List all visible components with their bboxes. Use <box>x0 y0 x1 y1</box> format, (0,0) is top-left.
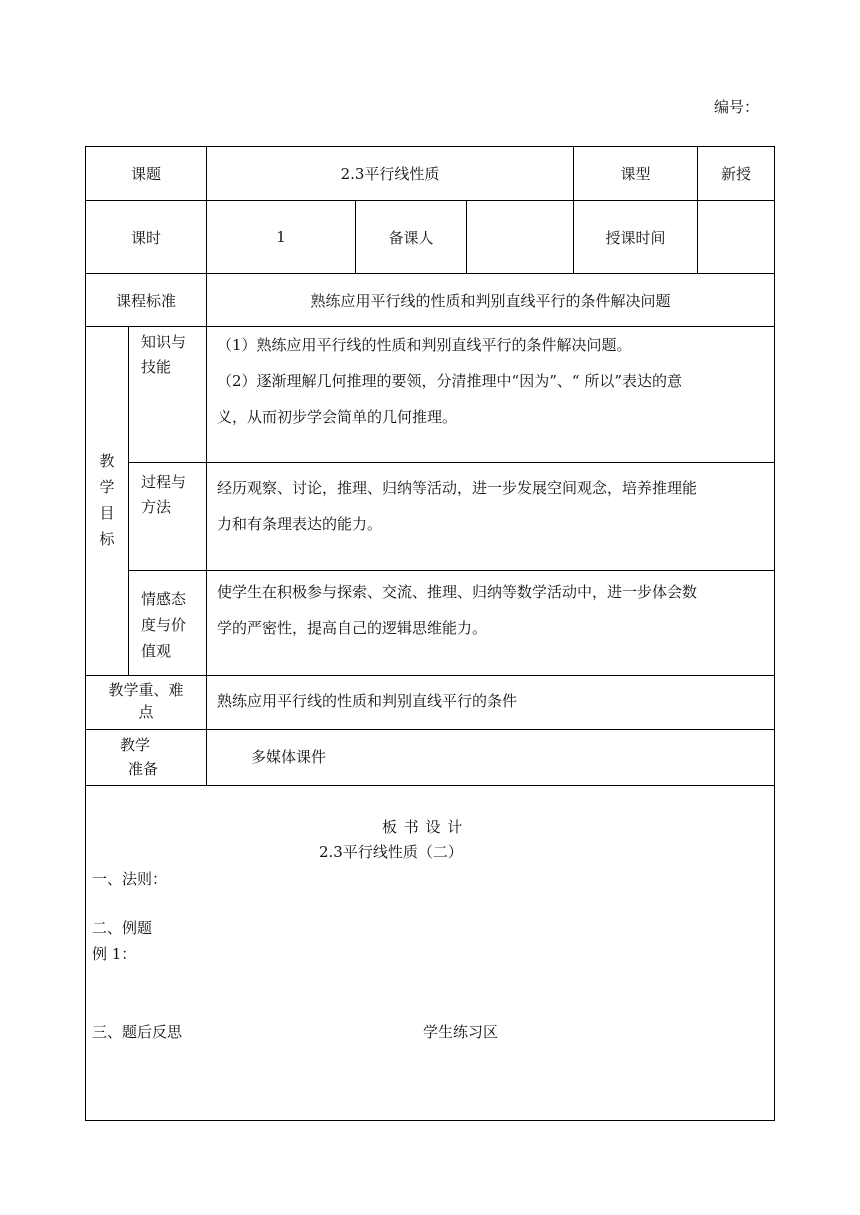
knowledge-skills-label: 知识与 技能 <box>141 333 187 376</box>
student-practice-area: 学生练习区 <box>423 1023 499 1041</box>
lesson-type-value: 新授 <box>720 165 751 183</box>
teaching-time-value <box>698 201 774 273</box>
key-difficult-points-value: 熟练应用平行线的性质和判别直线平行的条件 <box>217 692 518 710</box>
process-method-content: 经历观察、讨论，推理、归纳等活动，进一步发展空间观念，培养推理能 力和有条理表达的能力。 <box>217 479 698 533</box>
topic-value: 2.3平行线性质 <box>340 165 440 183</box>
lesson-type-label: 课型 <box>620 165 651 183</box>
knowledge-skills-content: （1）熟练应用平行线的性质和判别直线平行的条件解决问题。 （2）逐渐理解几何推理的要领，分清推理中“因为”、“ 所以”表达的意 义，从而初步学会简单的几何推理。 <box>217 336 682 426</box>
teaching-prep-label: 教学 准备 <box>120 736 159 778</box>
board-section-examples: 二、例题 <box>92 919 153 937</box>
preparer-value <box>467 201 573 273</box>
document-number-label: 编号： <box>714 98 760 116</box>
preparer-label: 备课人 <box>388 228 434 247</box>
board-design-title: 板 书 设 计 <box>382 818 463 836</box>
process-method-label: 过程与 方法 <box>141 473 187 516</box>
board-section-reflection: 三、题后反思 <box>92 1023 183 1041</box>
emotion-values-label: 情感态 度与价 值观 <box>141 590 187 660</box>
key-difficult-points-label: 教学重、难 点 <box>108 681 184 721</box>
period-value: 1 <box>276 228 286 246</box>
period-label: 课时 <box>130 228 161 247</box>
curriculum-standard-value: 熟练应用平行线的性质和判别直线平行的条件解决问题 <box>310 291 671 310</box>
topic-label: 课题 <box>130 165 161 183</box>
emotion-values-content: 使学生在积极参与探索、交流、推理、归纳等数学活动中，进一步体会数 学的严密性，提高自己的逻辑思维能力。 <box>217 583 698 637</box>
curriculum-standard-label: 课程标准 <box>115 291 176 310</box>
board-example-1: 例 1： <box>92 945 137 963</box>
board-section-rules: 一、法则： <box>92 870 168 888</box>
teaching-time-label: 授课时间 <box>605 228 666 247</box>
teaching-objectives-label: 教 学 目 标 <box>99 452 115 548</box>
board-design-subtitle: 2.3平行线性质（二） <box>319 843 463 861</box>
teaching-prep-value: 多媒体课件 <box>251 748 327 766</box>
